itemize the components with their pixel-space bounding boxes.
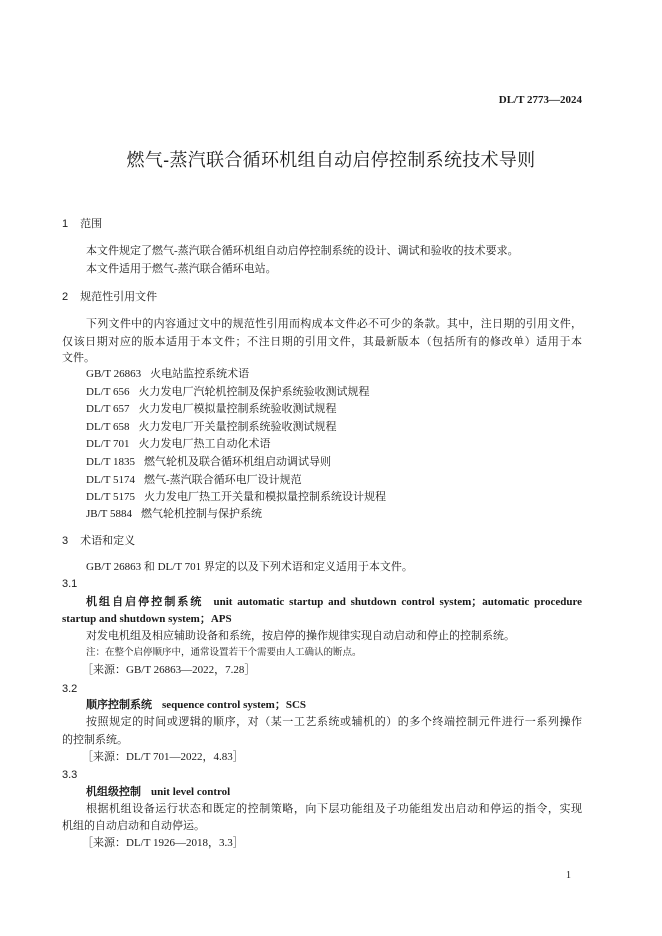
section-number: 1 — [62, 218, 69, 230]
reference-item — [86, 507, 262, 521]
reference-code: JB/T 5884 — [86, 508, 132, 520]
reference-item — [86, 402, 337, 416]
paragraph-line: 本文件规定了燃气-蒸汽联合循环机组自动启停控制系统的设计、调试和验收的技术要求。 — [86, 245, 519, 257]
term-chinese: 机组自启停控制系统 — [86, 596, 204, 608]
section-title: 术语和定义 — [80, 535, 136, 547]
term-english-continued: startup and shutdown system；APS — [62, 613, 232, 625]
reference-item — [86, 367, 249, 381]
definition-line: 按照规定的时间或逻辑的顺序，对（某一工艺系统或辅机的）的多个终端控制元件进行一系列操作 — [86, 716, 582, 728]
term-english: unit level control — [151, 786, 231, 798]
paragraph-line: 本文件适用于燃气-蒸汽联合循环电站。 — [86, 263, 277, 275]
definition-line: 根据机组设备运行状态和既定的控制策略，向下层功能组及子功能组发出启动和停运的指令，实现 — [86, 803, 582, 815]
section-heading — [62, 534, 135, 548]
source-line: ［来源：GB/T 26863—2022，7.28］ — [82, 664, 256, 676]
section-number: 2 — [62, 291, 69, 303]
reference-code: DL/T 1835 — [86, 456, 135, 468]
section-number: 3 — [62, 535, 69, 547]
section-heading — [62, 217, 102, 231]
paragraph-line: 文件。 — [62, 352, 95, 364]
term-line — [86, 785, 230, 799]
section-heading — [62, 290, 157, 304]
reference-code: DL/T 5175 — [86, 491, 135, 503]
reference-code: DL/T 5174 — [86, 474, 135, 486]
section-title: 范围 — [80, 218, 103, 230]
document-number: DL/T 2773—2024 — [498, 94, 582, 106]
reference-item — [86, 385, 370, 399]
reference-item — [86, 420, 337, 434]
reference-title: 燃气-蒸汽联合循环电厂设计规范 — [144, 474, 302, 486]
paragraph-line: 下列文件中的内容通过文中的规范性引用而构成本文件必不可少的条款。其中，注日期的引用文件， — [86, 318, 582, 330]
source-line: ［来源：DL/T 701—2022，4.83］ — [82, 751, 244, 763]
reference-code: GB/T 26863 — [86, 368, 142, 380]
reference-title: 火力发电厂开关量控制系统验收测试规程 — [138, 421, 337, 433]
reference-title: 火力发电厂模拟量控制系统验收测试规程 — [138, 403, 337, 415]
term-line — [86, 595, 582, 609]
term-english: unit automatic startup and shutdown control system；automatic procedure — [213, 596, 583, 608]
reference-title: 火力发电厂汽轮机控制及保护系统验收测试规程 — [138, 386, 370, 398]
reference-code: DL/T 656 — [86, 386, 130, 398]
note-line: 注：在整个启停顺序中，通常设置若干个需要由人工确认的断点。 — [86, 648, 362, 658]
reference-title: 燃气轮机及联合循环机组启动调试导则 — [144, 456, 331, 468]
reference-title: 火电站监控系统术语 — [150, 368, 250, 380]
definition-line: 的控制系统。 — [62, 734, 128, 746]
page-number: 1 — [566, 870, 571, 881]
term-chinese: 机组级控制 — [86, 786, 141, 798]
document-title: 燃气-蒸汽联合循环机组自动启停控制系统技术导则 — [126, 150, 536, 170]
reference-title: 燃气轮机控制与保护系统 — [140, 508, 262, 520]
reference-code: DL/T 657 — [86, 403, 130, 415]
paragraph-line: 仅该日期对应的版本适用于本文件；不注日期的引用文件，其最新版本（包括所有的修改单）适用于本 — [62, 336, 582, 348]
paragraph-line: GB/T 26863 和 DL/T 701 界定的以及下列术语和定义适用于本文件。 — [86, 561, 413, 573]
reference-title: 火力发电厂热工自动化术语 — [138, 438, 271, 450]
term-number: 3.1 — [62, 578, 78, 590]
reference-item — [86, 490, 386, 504]
reference-item — [86, 455, 331, 469]
reference-code: DL/T 701 — [86, 438, 130, 450]
term-number: 3.2 — [62, 683, 78, 695]
definition-line: 对发电机组及相应辅助设备和系统，按启停的操作规律实现自动启动和停止的控制系统。 — [86, 630, 515, 642]
definition-line: 机组的自动启动和自动停运。 — [62, 820, 205, 832]
reference-code: DL/T 658 — [86, 421, 130, 433]
term-english: sequence control system；SCS — [162, 699, 307, 711]
reference-title: 火力发电厂热工开关量和模拟量控制系统设计规程 — [144, 491, 386, 503]
section-title: 规范性引用文件 — [80, 291, 158, 303]
term-number: 3.3 — [62, 769, 78, 781]
reference-item — [86, 437, 271, 451]
source-line: ［来源：DL/T 1926—2018，3.3］ — [82, 837, 244, 849]
term-line — [86, 698, 306, 712]
term-chinese: 顺序控制系统 — [86, 699, 152, 711]
reference-item — [86, 473, 302, 487]
